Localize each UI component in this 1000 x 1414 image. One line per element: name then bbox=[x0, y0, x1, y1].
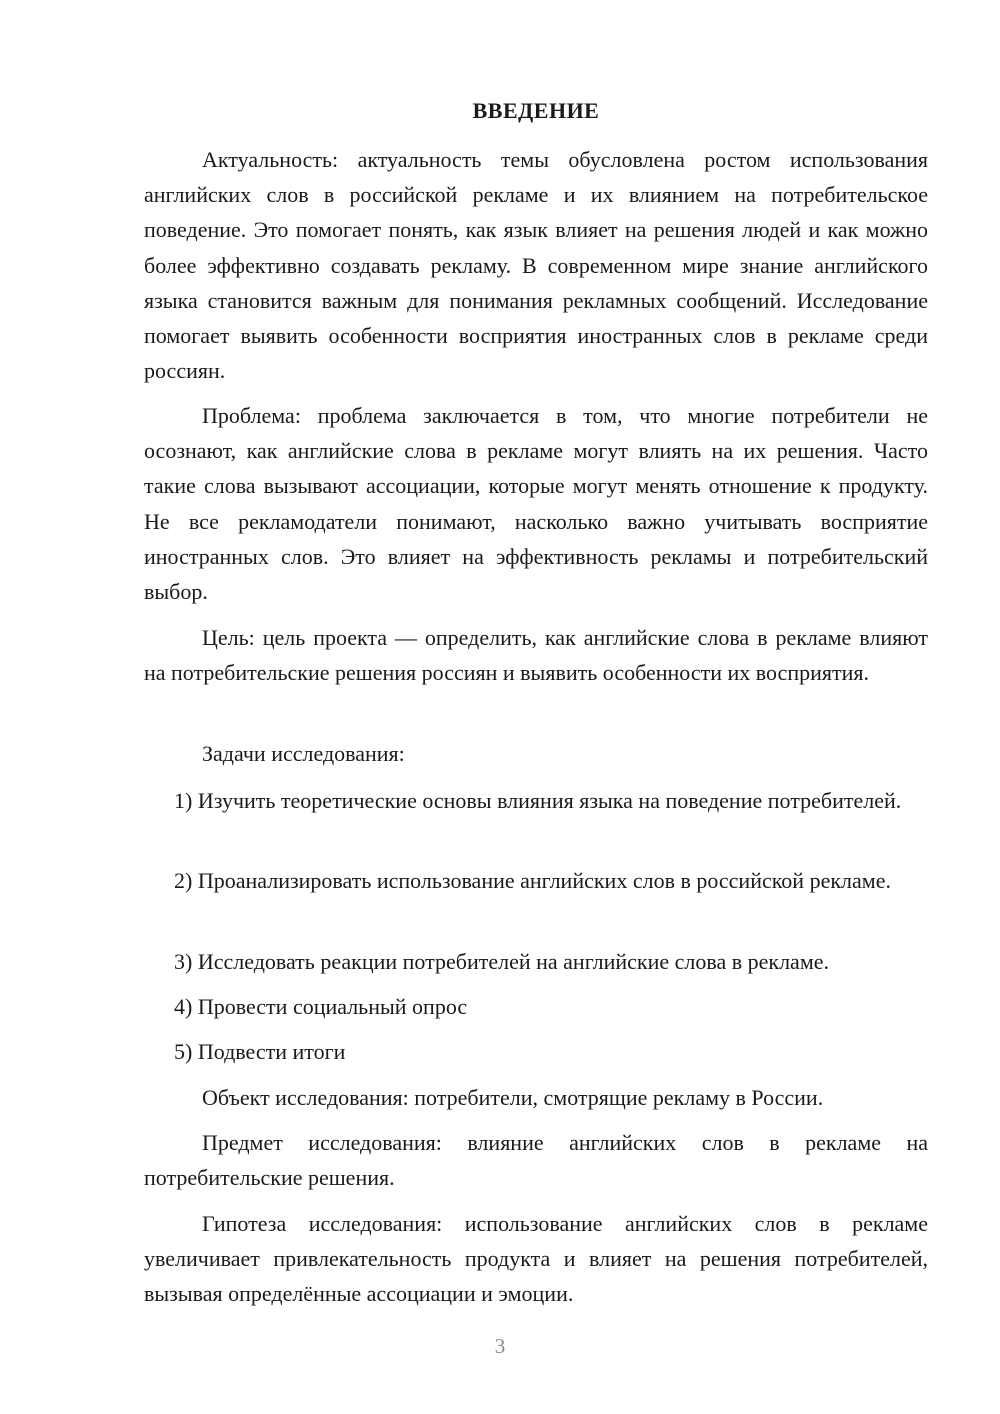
task-item-4: 4) Провести социальный опрос bbox=[174, 994, 468, 1019]
paragraph-relevance: Актуальность: актуальность темы обусловлена ростом использования английских слов в российской рекламе и их влиянием на потребительское поведение. Это помогает понять, как язык влияет на решения людей и как можно более эффективно создавать рекламу. В современном мире знание английского языка становится важным для понимания рекламных сообщений. Исследование помогает выявить особенности восприятия иностранных слов в рекламе среди россиян. bbox=[144, 147, 928, 384]
page-number: 3 bbox=[494, 1334, 506, 1358]
task-item-3: 3) Исследовать реакции потребителей на английские слова в рекламе. bbox=[174, 949, 830, 974]
paragraph-problem: Проблема: проблема заключается в том, что многие потребители не осознают, как английские слова в рекламе могут влиять на их решения. Часто такие слова вызывают ассоциации, которые могут менять отношение к продукту. Не все рекламодатели понимают, насколько важно учитывать восприятие иностранных слов. Это влияет на эффективность рекламы и потребительский выбор. bbox=[144, 403, 928, 605]
paragraph-subject: Предмет исследования: влияние английских слов в рекламе на потребительские решения. bbox=[144, 1130, 928, 1191]
task-item-5: 5) Подвести итоги bbox=[174, 1039, 346, 1064]
task-item-1: 1) Изучить теоретические основы влияния языка на поведение потребителей. bbox=[174, 788, 902, 813]
task-item-2: 2) Проанализировать использование английских слов в российской рекламе. bbox=[174, 868, 891, 893]
tasks-title: Задачи исследования: bbox=[202, 741, 405, 766]
section-heading: ВВЕДЕНИЕ bbox=[472, 98, 600, 123]
paragraph-object: Объект исследования: потребители, смотрящие рекламу в России. bbox=[202, 1085, 824, 1110]
paragraph-goal: Цель: цель проекта — определить, как английские слова в рекламе влияют на потребительские решения россиян и выявить особенности их восприятия. bbox=[144, 625, 928, 686]
paragraph-hypothesis: Гипотеза исследования: использование английских слов в рекламе увеличивает привлекательность продукта и влияет на решения потребителей, вызывая определённые ассоциации и эмоции. bbox=[144, 1211, 928, 1307]
